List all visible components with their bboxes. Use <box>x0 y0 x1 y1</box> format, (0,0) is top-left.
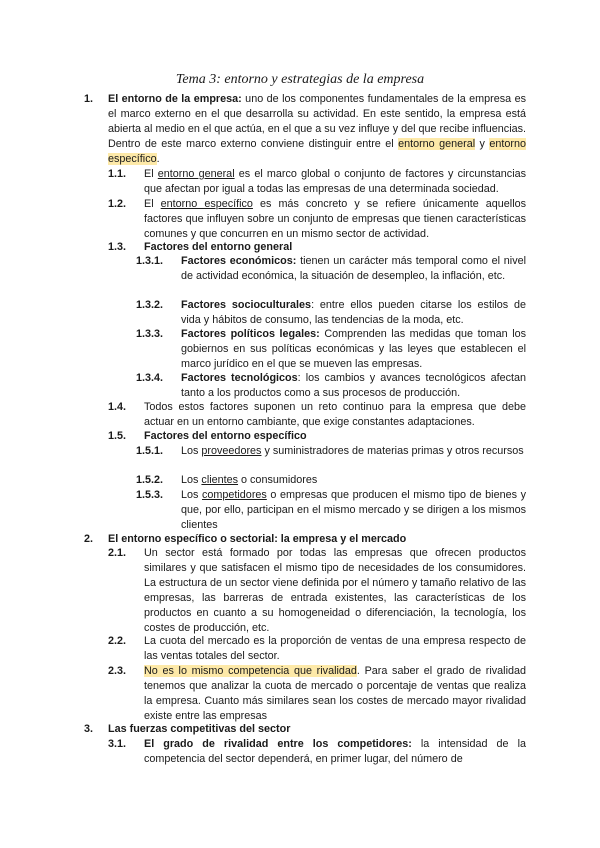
section-3-heading-text: Las fuerzas competitivas del sector <box>108 723 291 735</box>
item-1-1-text <box>144 167 526 197</box>
item-1-2-post: es más concreto y se refiere únicamente aquellos factores que influyen sobre un conjunto de empresas que tienen características comunes y que concurren en un mismo sector de actividad. <box>144 198 526 240</box>
item-1-4-text: Todos estos factores suponen un reto continuo para la empresa que debe actuar en un entorno cambiante, que exige constantes adaptaciones. <box>144 401 526 428</box>
item-1-1-number: 1.1. <box>108 168 127 180</box>
item-2-3-number: 2.3. <box>108 665 127 677</box>
item-1-3-4-text <box>181 371 526 401</box>
item-3-1-body: la intensidad de la competencia del sector dependerá, en primer lugar, del número de <box>144 738 526 765</box>
item-1-5-heading <box>144 429 526 444</box>
item-1-3-1-text <box>181 254 526 284</box>
item-1-1-post: es el marco global o conjunto de factores y circunstancias que afectan por igual a todas las empresas de una determinada sociedad. <box>144 168 526 195</box>
highlight-competencia-rivalidad: No es lo mismo competencia que rivalidad <box>144 665 357 677</box>
item-2-1-number: 2.1. <box>108 547 127 559</box>
item-1-3-1-heading: Factores económicos: <box>181 255 297 267</box>
item-1-5-3-text <box>181 488 526 533</box>
section-3-number: 3. <box>84 723 94 735</box>
item-1-5-1-pre: Los <box>181 445 202 457</box>
item-1-5-2-number: 1.5.2. <box>136 474 164 486</box>
item-1-5-1-text <box>181 444 526 459</box>
highlight-entorno-general: entorno general <box>398 138 476 150</box>
item-1-2-underlined: entorno específico <box>160 198 253 210</box>
item-1-3-4-number: 1.3.4. <box>136 372 164 384</box>
item-1-3-1-number: 1.3.1. <box>136 255 164 267</box>
item-1-3-2-heading: Factores socioculturales <box>181 299 312 311</box>
item-1-5-number: 1.5. <box>108 430 127 442</box>
section-1-text: uno de los componentes fundamentales de la empresa es el marco externo en el que desarrolla su actividad. En este sentido, la empresa está abierta al medio en el que actúa, en el que a su vez influye y del que recibe influencias. Dentro de este marco externo conviene distinguir entre el <box>108 93 526 150</box>
section-3-heading <box>108 722 526 737</box>
item-1-5-3-post: o empresas que producen el mismo tipo de bienes y que, por ello, participan en el mismo mercado y se dirigen a los mismos clientes <box>181 489 526 531</box>
item-3-1-number: 3.1. <box>108 738 127 750</box>
section-2-number: 2. <box>84 533 94 545</box>
item-1-5-2-underlined: clientes <box>201 474 239 486</box>
item-1-3-2-text <box>181 298 526 328</box>
item-1-5-1-number: 1.5.1. <box>136 445 164 457</box>
item-2-2-number: 2.2. <box>108 635 127 647</box>
section-1-mid: y <box>475 138 490 150</box>
section-1-heading: El entorno de la empresa: <box>108 93 242 105</box>
item-1-3-heading <box>144 240 526 255</box>
section-1-number: 1. <box>84 93 94 105</box>
item-1-3-heading-text: Factores del entorno general <box>144 241 293 253</box>
item-1-3-3-heading: Factores políticos legales: <box>181 328 320 340</box>
item-1-3-3-body: Comprenden las medidas que toman los gobiernos en sus políticas económicas y las leyes que establecen el marco jurídico en el que se mueven las empresas. <box>181 328 527 370</box>
item-1-3-2-number: 1.3.2. <box>136 299 164 311</box>
item-1-5-3-number: 1.5.3. <box>136 489 164 501</box>
item-1-3-4-heading: Factores tecnológicos <box>181 372 298 384</box>
item-1-5-heading-text: Factores del entorno específico <box>144 430 307 442</box>
item-2-1-text: Un sector está formado por todas las empresas que ofrecen productos similares y que satisfacen el mismo tipo de necesidades de los consumidores. La estructura de un sector viene definida por el número y tamaño relativo de las empresas, las barreras de entrada existentes, las características de los productos en cuanto a su homogeneidad o diferenciación, la tecnología, los costes de producción, etc. <box>144 547 526 634</box>
item-1-5-1-post: y suministradores de materias primas y otros recursos <box>261 445 524 457</box>
item-1-5-3-pre: Los <box>181 489 202 501</box>
item-1-5-2-post: o consumidores <box>238 474 318 486</box>
item-1-3-3-text <box>181 327 526 372</box>
item-1-1-pre: El <box>144 168 158 180</box>
item-1-3-4-body: : los cambios y avances tecnológicos afectan tanto a los productos como a sus procesos de producción. <box>181 372 526 399</box>
item-1-2-pre: El <box>144 198 161 210</box>
section-2-heading-text: El entorno específico o sectorial: la empresa y el mercado <box>108 533 407 545</box>
item-1-5-1-underlined: proveedores <box>201 445 262 457</box>
item-1-2-text <box>144 197 526 242</box>
item-3-1-heading: El grado de rivalidad entre los competidores: <box>144 738 412 750</box>
item-2-2-text: La cuota del mercado es la proporción de ventas de una empresa respecto de las ventas totales del sector. <box>144 635 526 662</box>
item-1-5-2-text <box>181 473 526 488</box>
item-1-5-3-underlined: competidores <box>202 489 267 501</box>
item-1-3-2-body: : entre ellos pueden citarse los estilos de vida y hábitos de consumo, las tendencias de la moda, etc. <box>181 299 526 326</box>
item-2-3-text <box>144 664 526 724</box>
item-1-5-2-pre: Los <box>181 474 202 486</box>
item-1-3-3-number: 1.3.3. <box>136 328 164 340</box>
item-1-3-1-body: tienen un carácter más temporal como el nivel de actividad económica, la situación de desempleo, la inflación, etc. <box>181 255 527 282</box>
item-3-1-text <box>144 737 526 767</box>
item-1-2-number: 1.2. <box>108 198 127 210</box>
document-title: Tema 3: entorno y estrategias de la empresa <box>175 72 425 87</box>
highlight-entorno-especifico: entorno específico <box>108 138 526 165</box>
item-1-1-underlined: entorno general <box>157 168 235 180</box>
item-1-4-number: 1.4. <box>108 401 127 413</box>
section-1-paragraph <box>108 92 526 167</box>
item-2-3-body: . Para saber el grado de rivalidad tenemos que analizar la cuota de mercado o porcentaje de ventas que realiza la empresa. Cuanto más similares sean los costes de mercado mayor rivalidad existe entre las empresas <box>144 665 526 722</box>
item-1-3-number: 1.3. <box>108 241 127 253</box>
section-2-heading <box>108 532 526 547</box>
section-1-end: . <box>156 153 160 165</box>
